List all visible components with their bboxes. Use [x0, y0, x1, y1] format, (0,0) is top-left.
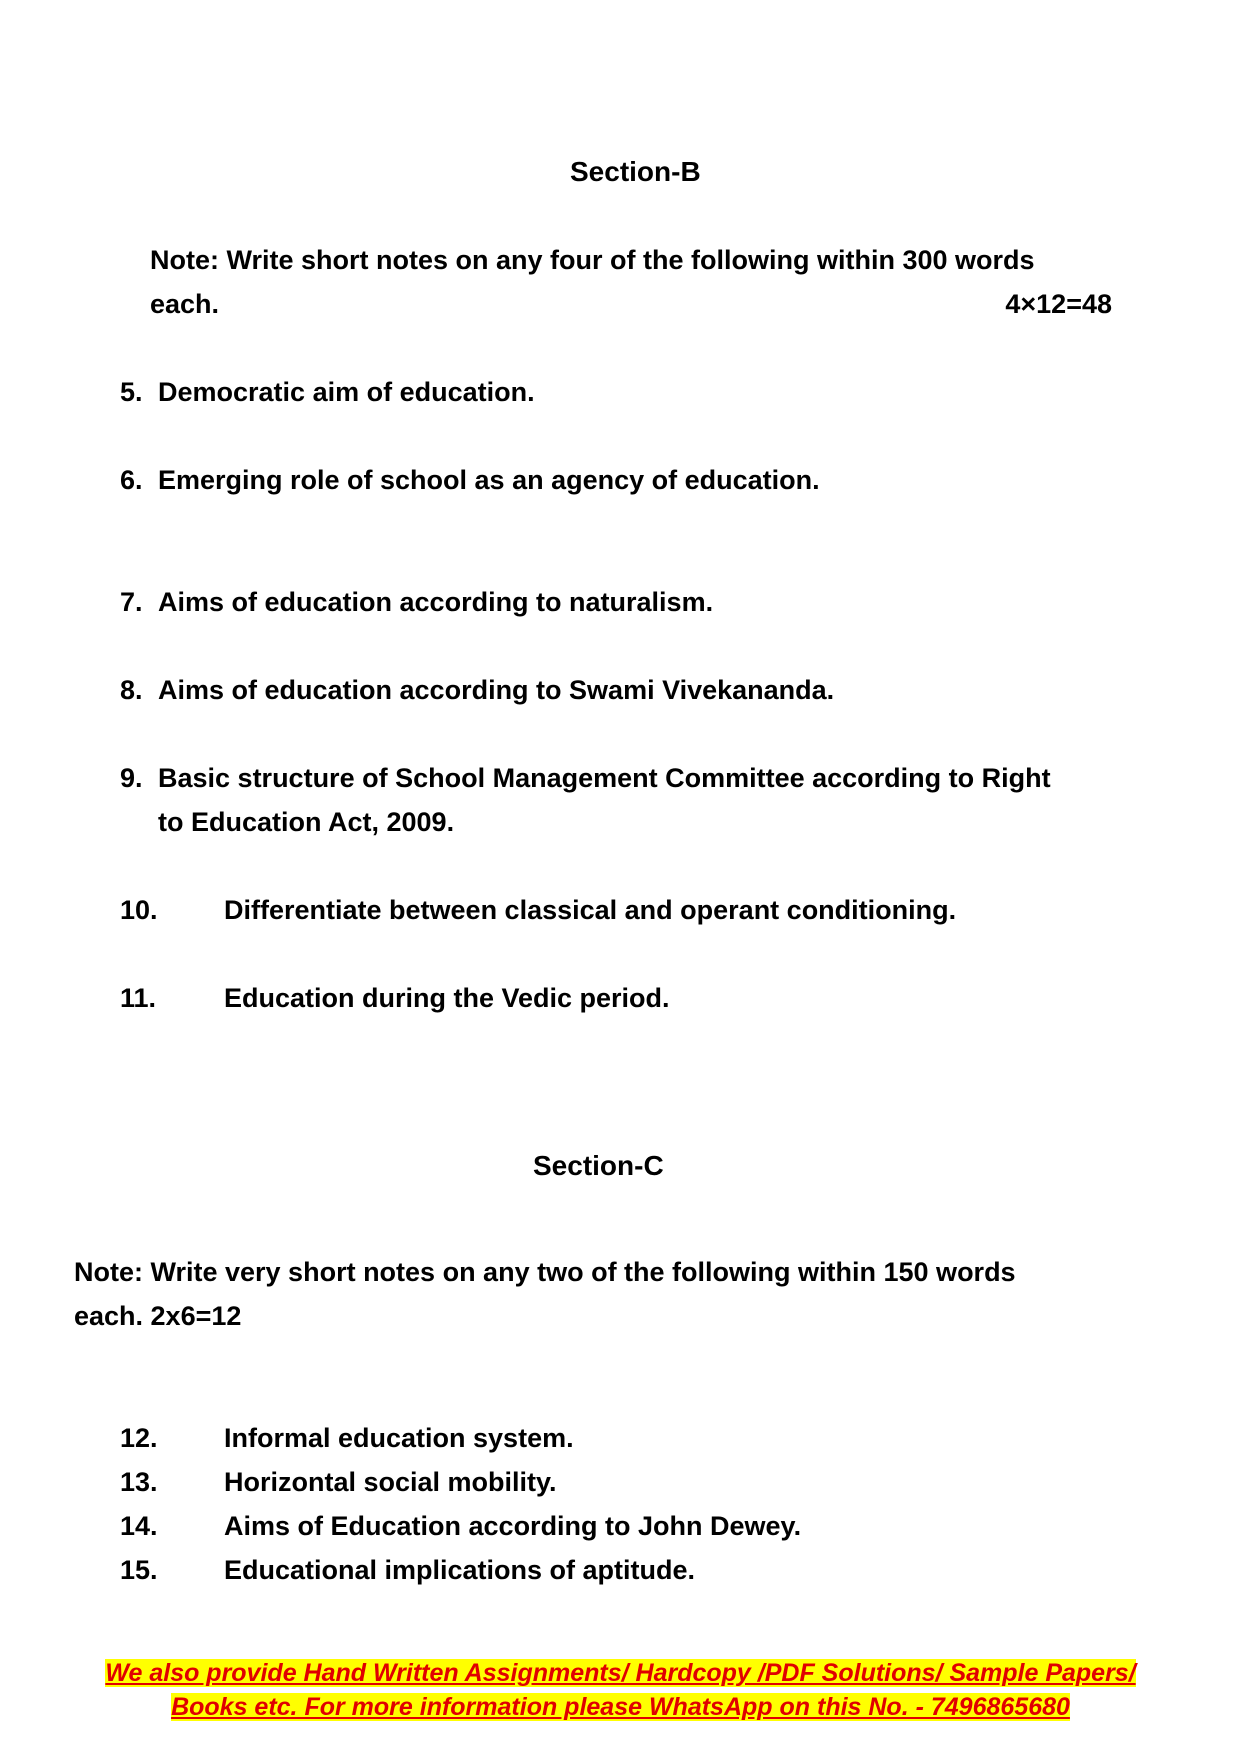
- section-c-note-line2: each. 2x6=12: [74, 1301, 242, 1331]
- question-text-continued: to Education Act, 2009.: [158, 807, 455, 837]
- question-number: 14.: [120, 1511, 158, 1541]
- question-number: 8.: [120, 675, 143, 705]
- question-number: 10.: [120, 895, 158, 925]
- question-text: Aims of Education according to John Dewey.: [224, 1511, 802, 1541]
- question-number: 6.: [120, 465, 143, 495]
- question-text: Basic structure of School Management Committee according to Right: [158, 763, 1051, 793]
- section-b-marks: 4×12=48: [1005, 289, 1112, 319]
- question-text: Emerging role of school as an agency of education.: [158, 465, 820, 495]
- question-text: Aims of education according to Swami Vivekananda.: [158, 675, 835, 705]
- section-b-title: Section-B: [570, 156, 701, 187]
- question-number: 12.: [120, 1423, 158, 1453]
- section-c-title: Section-C: [533, 1150, 664, 1181]
- promo-footer: [60, 1656, 1181, 1724]
- question-number: 13.: [120, 1467, 158, 1497]
- question-text: Differentiate between classical and operant conditioning.: [224, 895, 957, 925]
- question-text: Aims of education according to naturalism.: [158, 587, 714, 617]
- promo-line1: We also provide Hand Written Assignments/ Hardcopy /PDF Solutions/ Sample Papers/: [105, 1659, 1136, 1687]
- question-text: Education during the Vedic period.: [224, 983, 670, 1013]
- question-number: 5.: [120, 377, 143, 407]
- question-text: Horizontal social mobility.: [224, 1467, 557, 1497]
- question-text: Educational implications of aptitude.: [224, 1555, 696, 1585]
- question-text: Democratic aim of education.: [158, 377, 535, 407]
- question-text: Informal education system.: [224, 1423, 574, 1453]
- promo-line2: Books etc. For more information please WhatsApp on this No. - 7496865680: [171, 1693, 1070, 1721]
- section-c-note: [74, 1250, 1154, 1338]
- section-b-note: [150, 238, 1120, 326]
- section-b-note-line2: each.: [150, 289, 220, 319]
- question-number: 9.: [120, 763, 143, 793]
- section-c-note-line1: Note: Write very short notes on any two of the following within 150 words: [74, 1257, 1016, 1287]
- question-number: 11.: [120, 983, 157, 1013]
- question-number: 15.: [120, 1555, 158, 1585]
- question-number: 7.: [120, 587, 143, 617]
- section-b-note-line1: Note: Write short notes on any four of the following within 300 words: [150, 245, 1035, 275]
